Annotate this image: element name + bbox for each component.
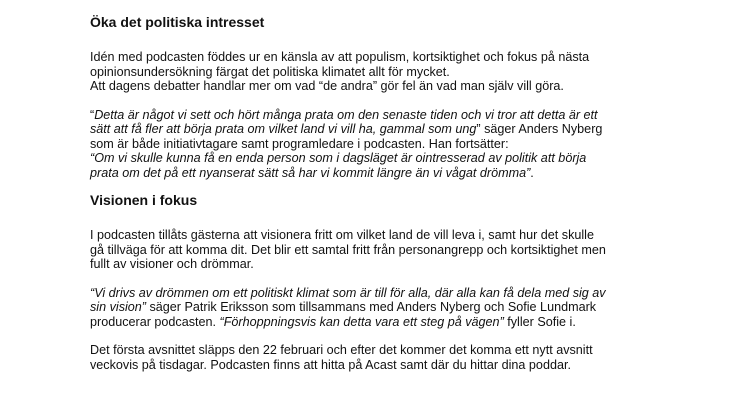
section-heading-interest: Öka det politiska intresset — [90, 14, 265, 30]
paragraph-debate: Att dagens debatter handlar mer om vad “de andra” gör fel än vad man själv vill göra. — [90, 79, 564, 93]
quote-sofie: “Förhoppningsvis kan detta vara ett steg på vägen” — [219, 314, 504, 329]
paragraph-release-line-1: Det första avsnittet släpps den 22 februari och efter det kommer det komma ett nytt avsnitt — [90, 343, 593, 357]
attribution-sofie: fyller Sofie i. — [503, 314, 576, 329]
paragraph-release-line-2: veckovis på tisdagar. Podcasten finns att hitta på Acast samt där du hittar dina poddar. — [90, 357, 571, 372]
quote-patrik-line-2: sin vision” — [90, 300, 146, 314]
paragraph-origin-line-2: opinionsundersökning färgat det politiska klimatet allt för mycket. — [90, 64, 450, 79]
quote-anders-line-1: Detta är något vi sett och hört många prata om den senaste tiden och vi tror att detta är ett — [94, 107, 598, 122]
paragraph-guests-line-1: I podcasten tillåts gästerna att visionera fritt om vilket land de vill leva i, samt hur det skulle — [90, 228, 594, 242]
quote-patrik-line-1: “Vi drivs av drömmen om ett politiskt klimat som är till för alla, där alla kan få dela med sig av — [90, 285, 606, 300]
paragraph-origin-line-1: Idén med podcasten föddes ur en känsla av att populism, kortsiktighet och fokus på nästa — [90, 50, 590, 64]
paragraph-guests-line-3: fullt av visioner och drömmar. — [90, 257, 254, 271]
attribution-anders: ” säger Anders Nyberg — [476, 122, 603, 136]
quote-anders-line-2: sätt att få fler att börja prata om vilket land vi vill ha, gammal som ung — [90, 122, 477, 136]
paragraph-quote-patrik-line-3a: producerar podcasten. — [90, 314, 220, 329]
attribution-patrik: säger Patrik Eriksson som tillsammans med Anders Nyberg och Sofie Lundmark — [146, 300, 597, 314]
quote-anders-continued-line-1: “Om vi skulle kunna få en enda person som i dagsläget är ointresserad av politik att börja — [90, 151, 587, 165]
paragraph-guests-line-2: gå tillväga för att komma dit. Det blir ett samtal fritt från personangrepp och kortsiktighet men — [90, 242, 606, 257]
paragraph-quote-patrik — [90, 286, 720, 330]
paragraph-guests — [90, 228, 720, 272]
quote-anders-end: . — [530, 165, 534, 180]
paragraph-release — [90, 343, 720, 372]
paragraph-quote-anders — [90, 108, 720, 181]
section-heading-vision: Visionen i fokus — [90, 192, 198, 208]
quote-open-mark: “ — [90, 107, 95, 122]
quote-anders-continued-line-2: prata om det på ett nyanserat sätt så har vi kommit längre än vi vågat drömma” — [90, 165, 531, 180]
paragraph-quote-anders-line-3: som är både initiativtagare samt programledare i podcasten. Han fortsätter: — [90, 136, 509, 151]
document-body — [90, 14, 720, 372]
paragraph-origin — [90, 50, 720, 79]
